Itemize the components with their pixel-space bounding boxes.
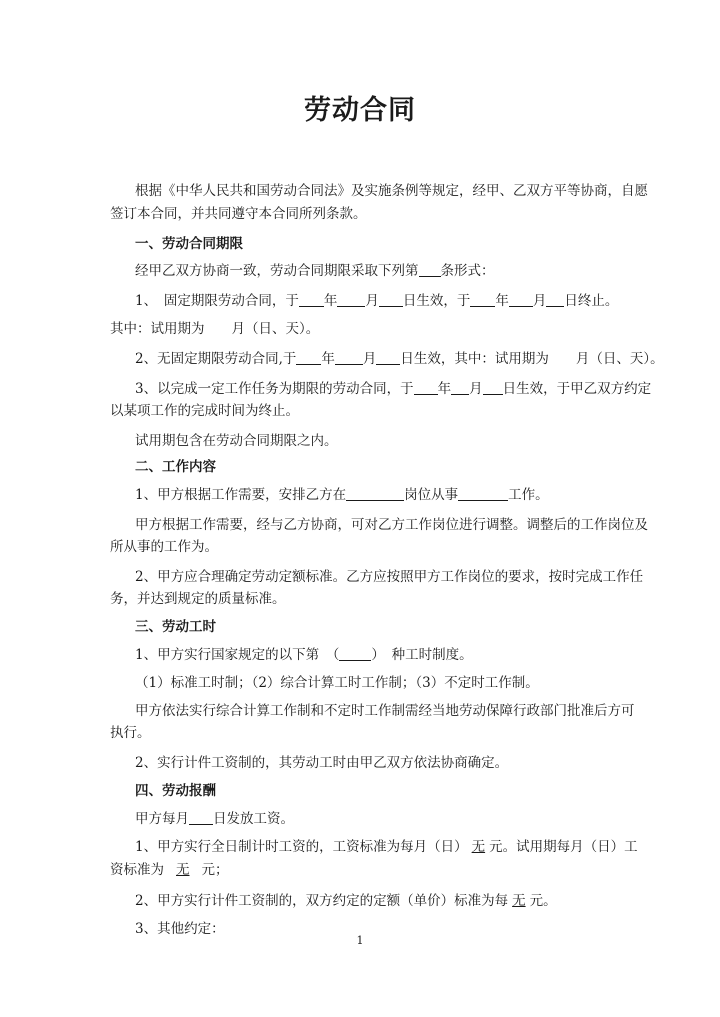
intro-line-1: 根据《中华人民共和国劳动合同法》及实施条例等规定，经甲、乙双方平等协商，自愿 [135,183,648,199]
intro-line-2: 签订本合同，并共同遵守本合同所列条款。 [110,206,367,222]
quota-line-2: 务，并达到规定的质量标准。 [110,591,286,607]
blank-end-year[interactable] [470,292,495,307]
blank-payday[interactable] [189,810,213,825]
blank-open-year[interactable] [296,350,321,365]
adjust-line-1: 甲方根据工作需要，经与乙方协商，可对乙方工作岗位进行调整。调整后的工作岗位及 [135,517,648,533]
blank-job[interactable] [458,486,508,501]
clause-hours-system: 1、甲方实行国家规定的以下第 （ ） 种工时制度。 [135,647,473,663]
section-heading-pay: 四、劳动报酬 [135,783,216,799]
clause-work-assignment: 1、甲方根据工作需要，安排乙方在 岗位从事 工作。 [135,487,549,503]
clause-other-terms: 3、其他约定： [135,921,225,937]
document-title: 劳动合同 [304,95,416,126]
page-number: 1 [356,934,364,947]
blank-task-day[interactable] [483,380,503,395]
blank-start-year[interactable] [299,292,324,307]
section-heading-term: 一、劳动合同期限 [135,236,243,252]
term-form-line: 经甲乙双方协商一致，劳动合同期限采取下列第 条形式： [135,263,495,279]
probation-wage-value[interactable]: 无 [176,862,190,878]
blank-task-year[interactable] [414,380,438,395]
blank-hours-system[interactable] [339,646,371,661]
clause-fixed-term-probation: 其中：试用期为 月（日、天）。 [110,321,320,337]
blank-open-month[interactable] [335,350,363,365]
blank-start-day[interactable] [379,292,403,307]
blank-end-day[interactable] [546,292,564,307]
blank-position[interactable] [346,486,404,501]
blank-form-number[interactable] [419,262,441,277]
clause-open-term: 2、无固定期限劳动合同,于 年 月 日生效，其中：试用期为 月（日、天）。 [135,351,664,367]
adjust-line-2: 所从事的工作为。 [110,539,218,555]
section-heading-work: 二、工作内容 [135,459,216,475]
blank-start-month[interactable] [337,292,365,307]
quota-line-1: 2、甲方应合理确定劳动定额标准。乙方应按照甲方工作岗位的要求，按时完成工作任 [135,569,644,585]
clause-fixed-term: 1、 固定期限劳动合同，于 年 月 日生效，于 年 月 日终止。 [135,293,619,309]
piece-rate-value[interactable]: 无 [512,893,526,909]
wage-standard-value[interactable]: 无 [471,839,486,855]
approval-line-2: 执行。 [110,725,151,741]
clause-task-term: 3、以完成一定工作任务为期限的劳动合同，于 年 月 日生效，于甲乙双方约定 [135,381,652,397]
clause-hourly-wage: 1、甲方实行全日制计时工资的，工资标准为每月（日） 无 元。试用期每月（日）工 [135,839,638,855]
blank-open-day[interactable] [376,350,400,365]
clause-piecework-hours: 2、实行计件工资制的，其劳动工时由甲乙双方依法协商确定。 [135,755,509,771]
section-heading-hours: 三、劳动工时 [135,619,216,635]
clause-hourly-wage-cont: 资标准为 无 元； [110,862,229,878]
blank-end-month[interactable] [509,292,533,307]
clause-piece-wage: 2、甲方实行计件工资制的，双方约定的定额（单价）标准为每 无 元。 [135,893,557,909]
payday-line: 甲方每月 日发放工资。 [135,811,294,827]
probation-note: 试用期包含在劳动合同期限之内。 [135,433,338,449]
clause-task-term-cont: 以某项工作的完成时间为终止。 [110,403,299,419]
hours-options: （1）标准工时制；（2）综合计算工时工作制；（3）不定时工作制。 [135,675,539,691]
blank-task-month[interactable] [451,380,469,395]
approval-line-1: 甲方依法实行综合计算工作制和不定时工作制需经当地劳动保障行政部门批准后方可 [135,703,635,719]
